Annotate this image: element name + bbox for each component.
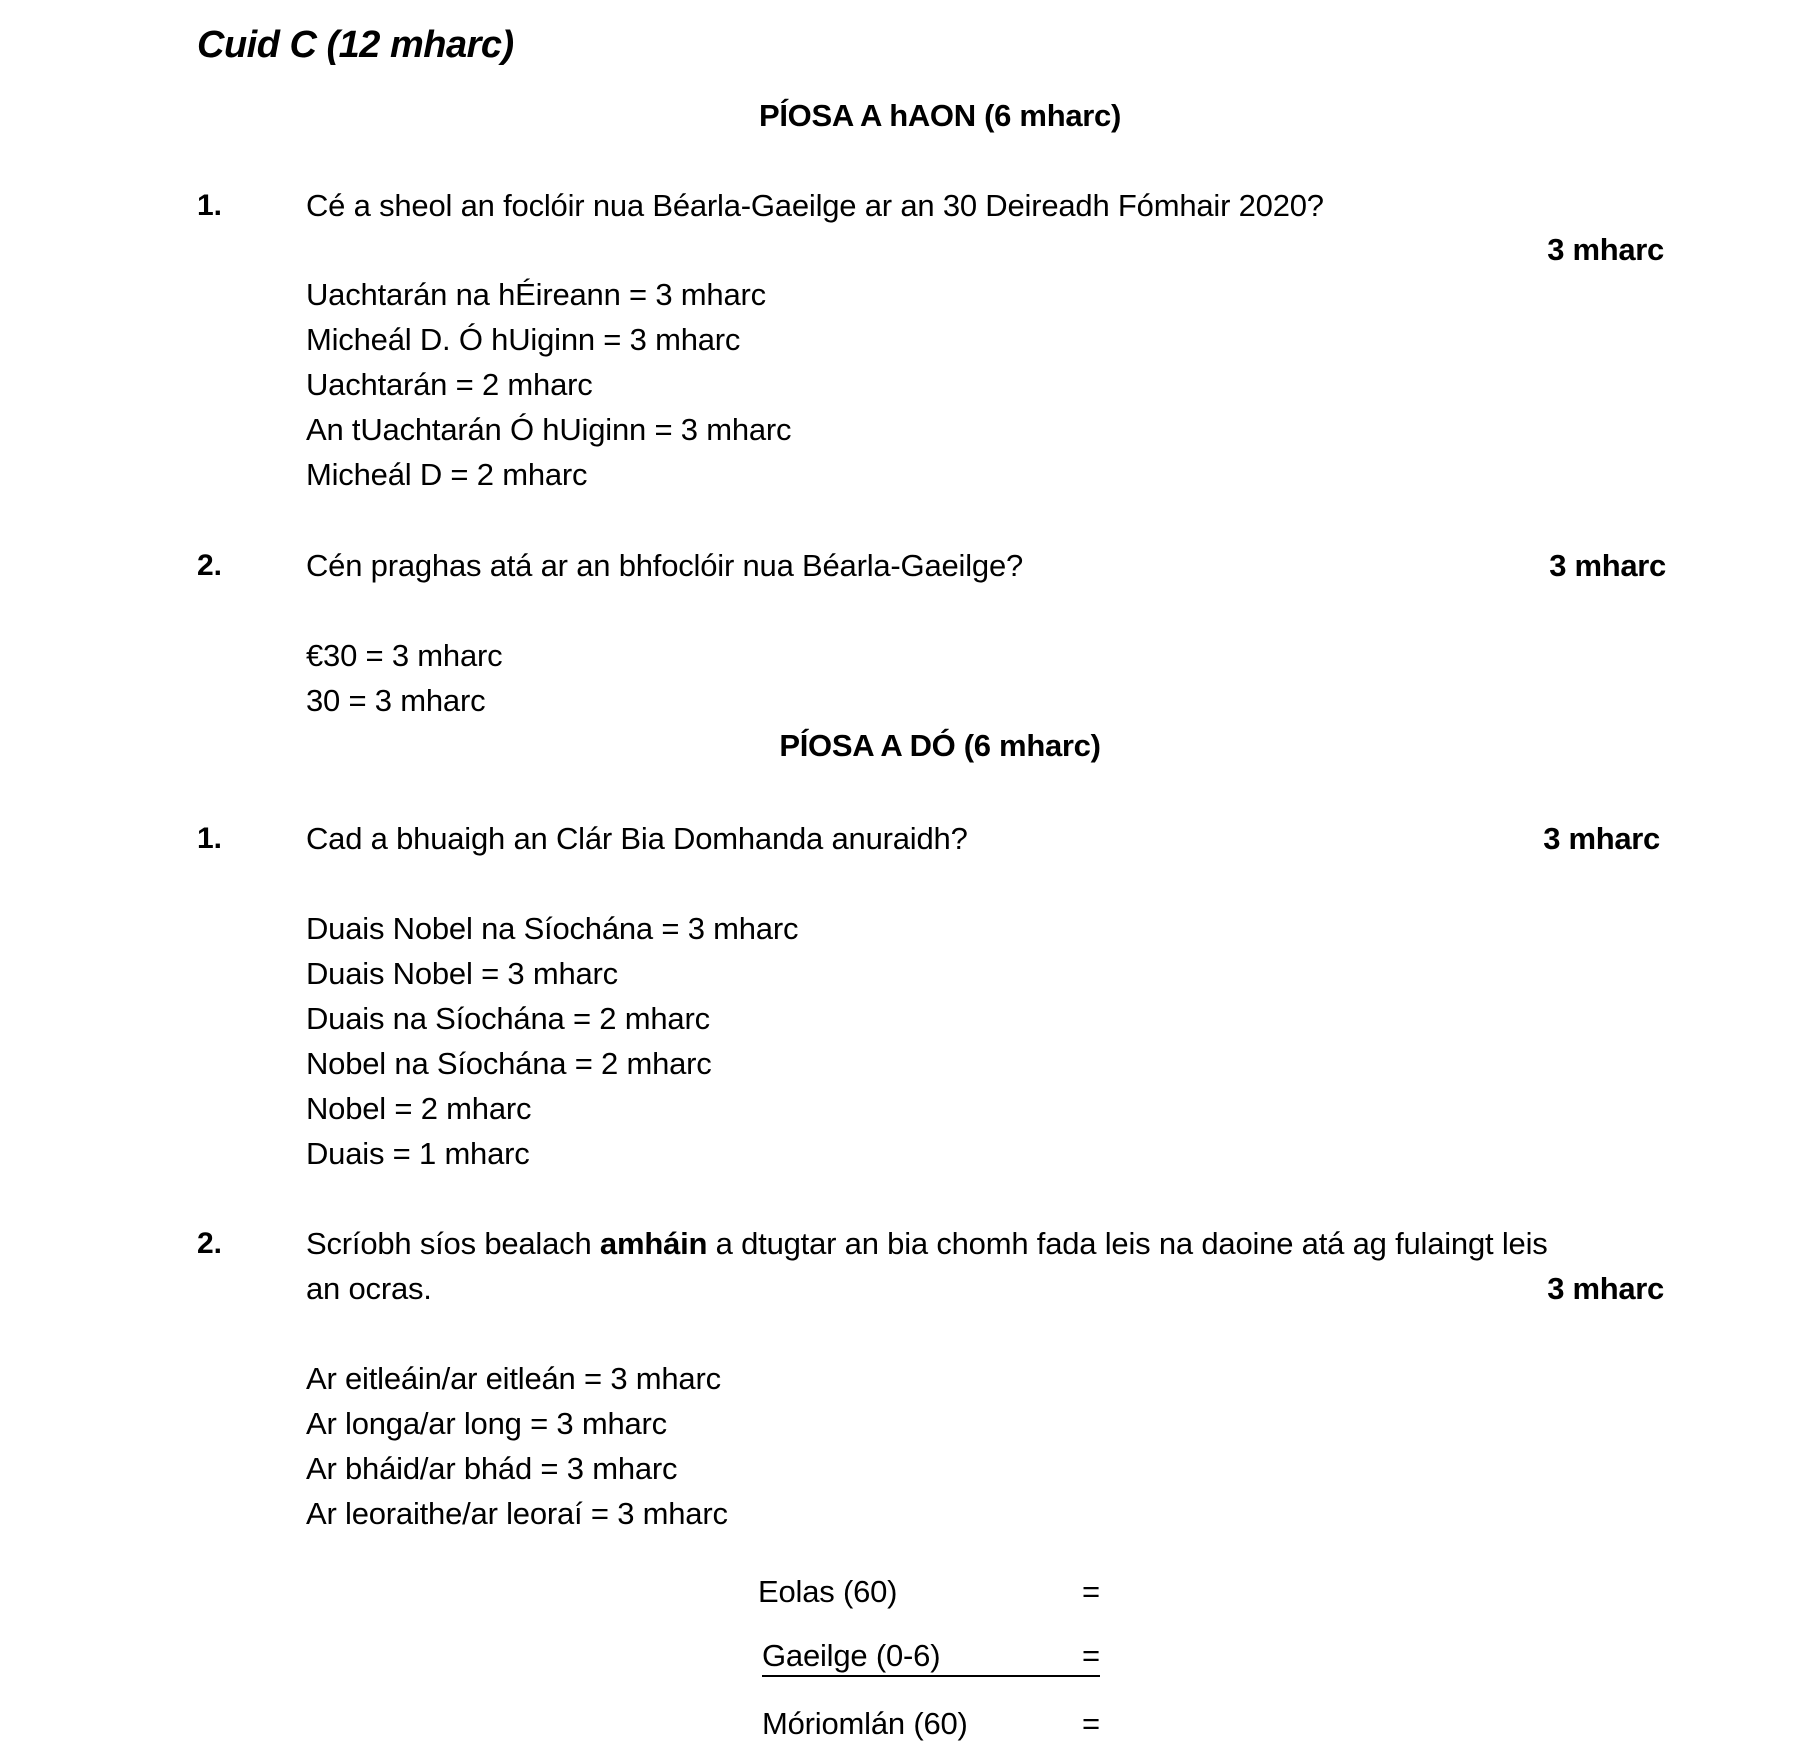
answer-item: Uachtarán = 2 mharc xyxy=(306,367,593,402)
answer-item: €30 = 3 mharc xyxy=(306,638,503,673)
piece-two-heading: PÍOSA A DÓ (6 mharc) xyxy=(779,728,1101,763)
question-text-part: Scríobh síos bealach xyxy=(306,1226,600,1261)
question-number: 1. xyxy=(197,822,223,855)
total-label-eolas: Eolas (60) xyxy=(758,1574,898,1609)
total-equals: = xyxy=(1082,1706,1101,1741)
total-underline xyxy=(762,1675,1100,1677)
answer-item: Ar bháid/ar bhád = 3 mharc xyxy=(306,1451,678,1486)
question-emphasis: amháin xyxy=(599,1226,708,1261)
answer-item: 30 = 3 mharc xyxy=(306,683,486,718)
answer-item: Duais Nobel = 3 mharc xyxy=(306,956,618,991)
question-text xyxy=(306,1226,1548,1262)
question-text: Cén praghas atá ar an bhfoclóir nua Béarla-Gaeilge? xyxy=(306,548,1024,583)
question-text: Cé a sheol an foclóir nua Béarla-Gaeilge ar an 30 Deireadh Fómhair 2020? xyxy=(306,188,1324,223)
question-marks: 3 mharc xyxy=(1547,1271,1664,1306)
answer-item: Duais na Síochána = 2 mharc xyxy=(306,1001,710,1036)
question-number: 2. xyxy=(197,1227,223,1260)
question-marks: 3 mharc xyxy=(1543,821,1660,856)
question-number: 1. xyxy=(197,189,223,222)
answer-item: Nobel na Síochána = 2 mharc xyxy=(306,1046,712,1081)
answer-item: Duais = 1 mharc xyxy=(306,1136,530,1171)
answer-item: Ar eitleáin/ar eitleán = 3 mharc xyxy=(306,1361,721,1396)
answer-item: Micheál D. Ó hUiginn = 3 mharc xyxy=(306,322,741,357)
answer-list xyxy=(306,1356,728,1536)
question-text-line2: an ocras. xyxy=(306,1271,432,1306)
answer-item: Ar longa/ar long = 3 mharc xyxy=(306,1406,667,1441)
total-equals: = xyxy=(1082,1638,1101,1673)
question-text-part: a dtugtar an bia chomh fada leis na daoine atá ag fulaingt leis xyxy=(707,1226,1548,1261)
total-label-moriomlan: Móriomlán (60) xyxy=(762,1706,968,1741)
answer-item: An tUachtarán Ó hUiginn = 3 mharc xyxy=(306,412,792,447)
question-number: 2. xyxy=(197,549,223,582)
answer-item: Nobel = 2 mharc xyxy=(306,1091,532,1126)
answer-list xyxy=(306,906,798,1176)
question-marks: 3 mharc xyxy=(1547,232,1664,267)
answer-list xyxy=(306,272,791,497)
answer-item: Micheál D = 2 mharc xyxy=(306,457,588,492)
total-label-gaeilge: Gaeilge (0-6) xyxy=(762,1638,941,1673)
total-equals: = xyxy=(1082,1574,1101,1609)
answer-item: Duais Nobel na Síochána = 3 mharc xyxy=(306,911,799,946)
answer-item: Ar leoraithe/ar leoraí = 3 mharc xyxy=(306,1496,728,1531)
section-title: Cuid C (12 mharc) xyxy=(197,24,514,66)
answer-item: Uachtarán na hÉireann = 3 mharc xyxy=(306,277,766,312)
piece-one-heading: PÍOSA A hAON (6 mharc) xyxy=(758,98,1121,133)
question-marks: 3 mharc xyxy=(1549,548,1666,583)
question-text: Cad a bhuaigh an Clár Bia Domhanda anuraidh? xyxy=(306,821,968,856)
answer-list xyxy=(306,633,502,723)
